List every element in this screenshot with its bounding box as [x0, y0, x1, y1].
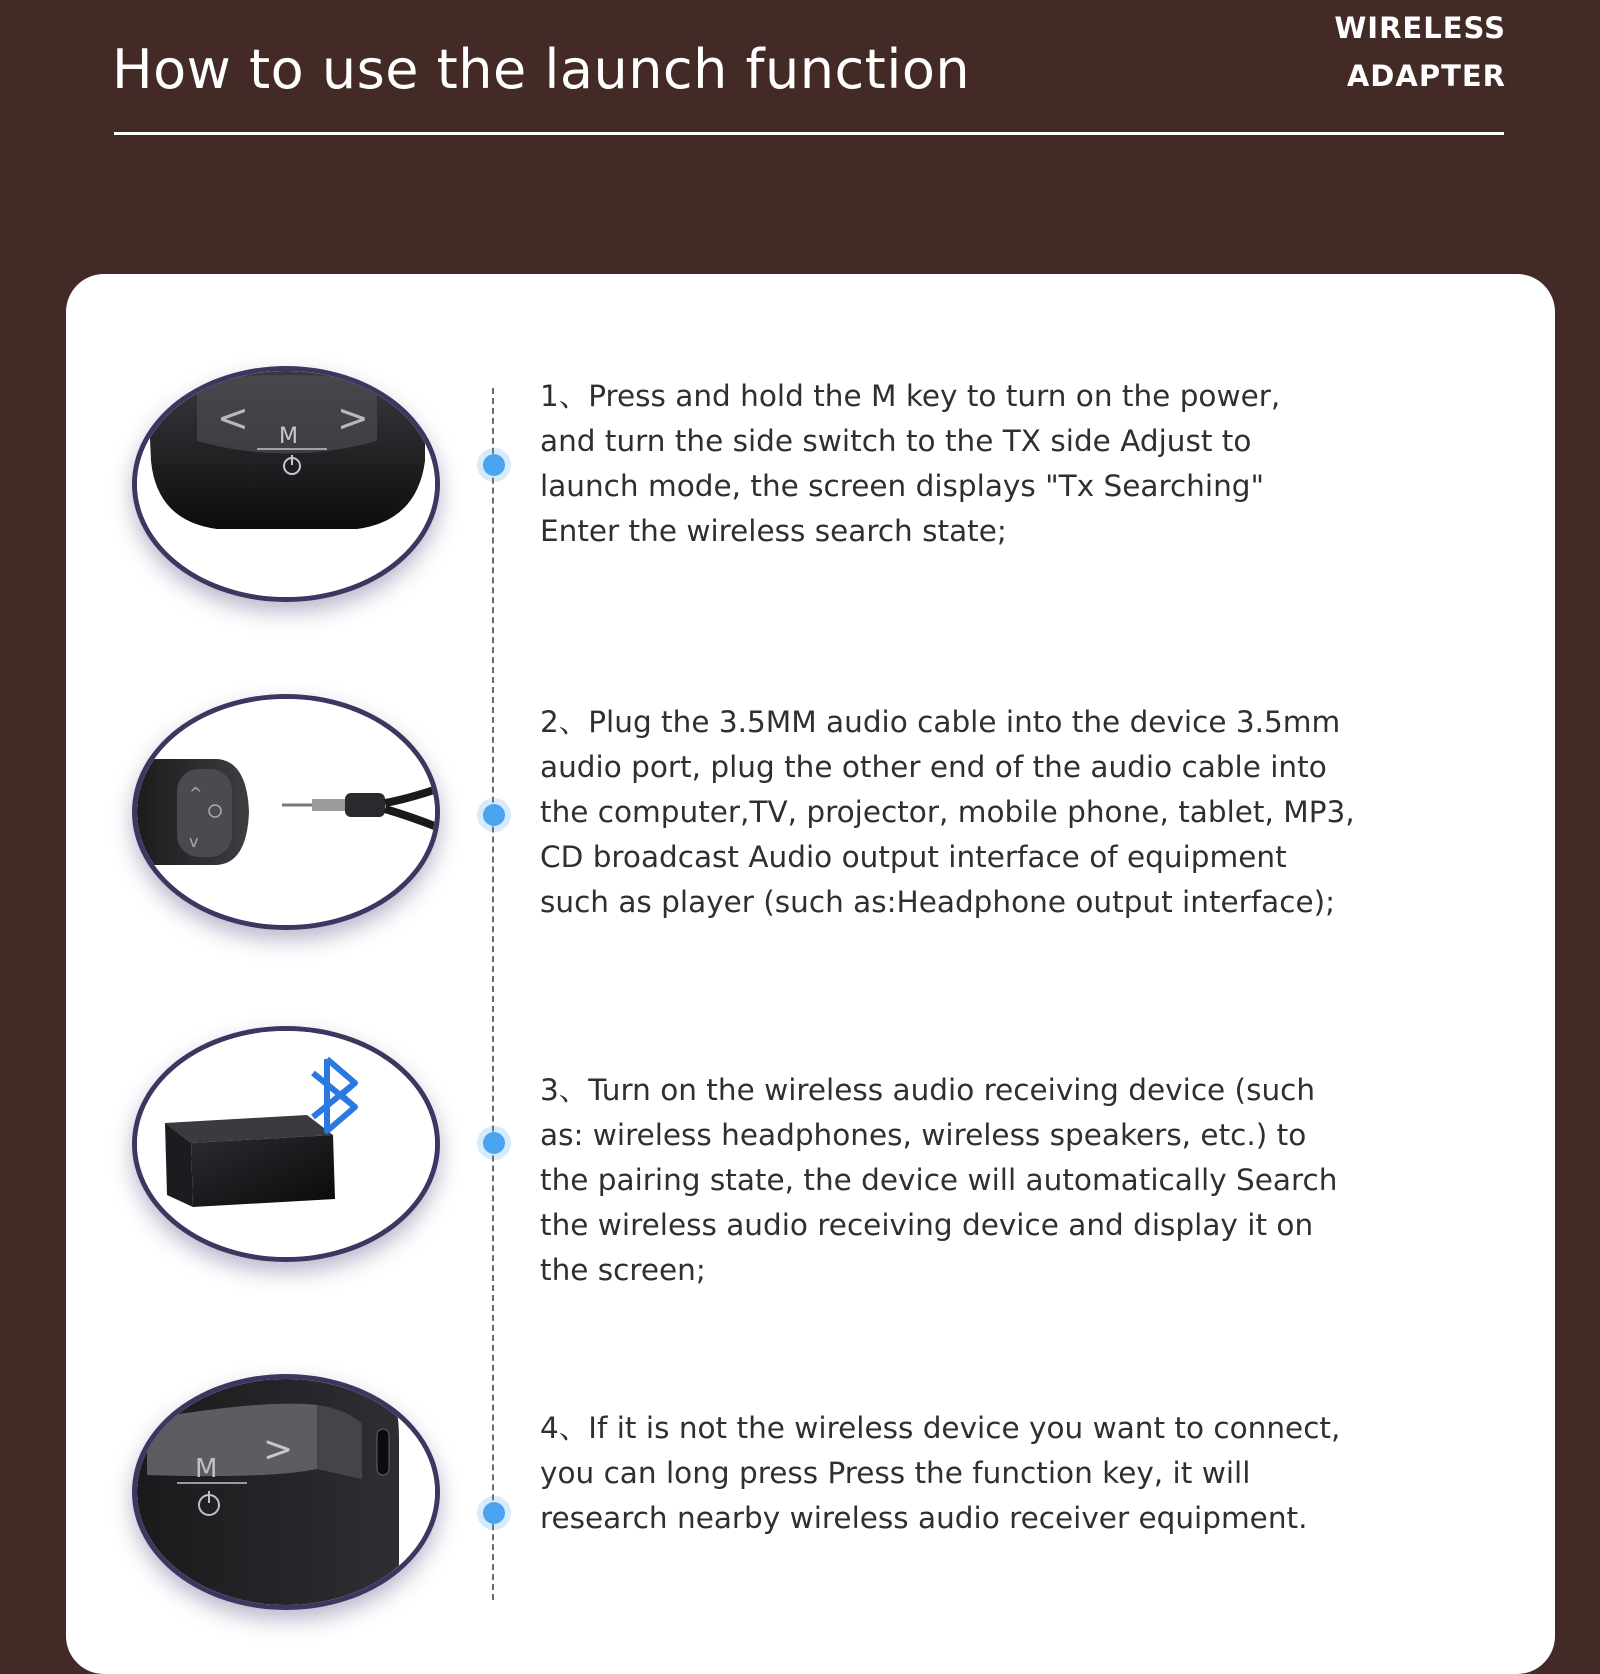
audio-cable-icon — [132, 694, 440, 930]
svg-text:>: > — [337, 396, 369, 440]
step-3-text: 3、Turn on the wireless audio receiving device (such as: wireless headphones, wireless speakers, etc.) to the pairing state, the device will automatically Search the wireless audio receiving device and display it on the screen; — [540, 1073, 1338, 1287]
timeline-dot-3 — [483, 1132, 505, 1154]
step-1-text: 1、Press and hold the M key to turn on the power, and turn the side switch to the TX side Adjust to launch mode, the screen displays "Tx Searching" Enter the wireless search state; — [540, 379, 1281, 548]
brand-line-2: ADAPTER — [1346, 59, 1506, 93]
timeline-dot-2 — [483, 804, 505, 826]
bluetooth-speaker-icon — [132, 1026, 440, 1262]
brand-label — [1334, 4, 1506, 100]
header-divider — [114, 132, 1504, 135]
step-2-text: 2、Plug the 3.5MM audio cable into the device 3.5mm audio port, plug the other end of the audio cable into the computer,TV, projector, mobile phone, tablet, MP3, CD broadcast Audio output interface of equipment such as player (such as:Headphone output interface); — [540, 705, 1355, 919]
m-key-label: M — [279, 424, 298, 449]
timeline-dot-1 — [483, 454, 505, 476]
function-key-label: M — [195, 1454, 218, 1484]
step-4-text: 4、If it is not the wireless device you want to connect, you can long press Press the function key, it will research nearby wireless audio receiver equipment. — [540, 1411, 1341, 1535]
svg-text:^: ^ — [189, 784, 203, 803]
timeline-line — [492, 388, 494, 1600]
device-function-key-icon — [132, 1374, 440, 1610]
svg-text:<: < — [217, 396, 249, 440]
brand-line-1: WIRELESS — [1334, 11, 1506, 45]
timeline-dot-4 — [483, 1502, 505, 1524]
svg-text:v: v — [189, 832, 199, 851]
device-m-key-icon — [132, 366, 440, 602]
page-title: How to use the launch function — [112, 38, 971, 101]
svg-text:>: > — [263, 1429, 294, 1470]
